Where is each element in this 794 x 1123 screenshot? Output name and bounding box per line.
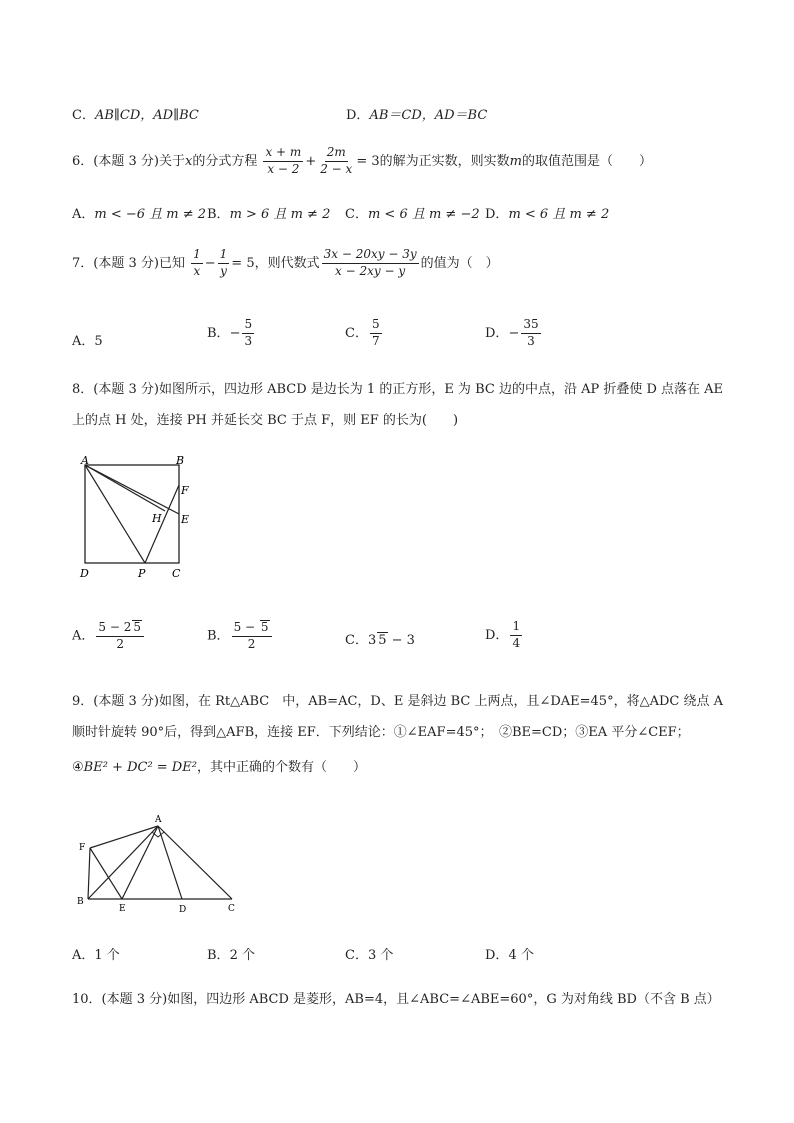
q6-option-c: C．m < 6 且 m ≠ −2 [345,207,480,222]
q7-fraction-1x: $\frac{1}{x}$ [193,247,201,278]
q8-label-a: A [81,455,89,467]
question-8-line-2: 上的点 H 处，连接 PH 并延长交 BC 于点 F，则 EF 的长为( ) [72,413,459,428]
q7-fraction-1y: $\frac{1}{y}$ [219,247,228,278]
q9-label-c: C [228,904,235,914]
q6-option-b: B．m > 6 且 m ≠ 2 [207,207,331,222]
q8-option-a: A． $\frac{5 - 2 5}{2}$ [72,620,146,652]
q9-label-e: E [119,904,126,914]
q6-option-d: D．m < 6 且 m ≠ 2 [485,207,610,222]
question-7-stem: 7．(本题 3 分)已知 $\frac{1}{x}$ − $\frac{1}{y}$ = 5，则代数式 $\frac{3x - 20xy - 3y}{x - 2xy - y}$ 的值为（ ） [72,247,499,278]
q7-option-c: C． $\frac{5}{7}$ [345,317,380,348]
question-9-line-3: ④BE² + DC² = DE²，其中正确的个数有（ ） [72,760,366,775]
q9-label-d: D [179,905,187,915]
q8-label-h: H [152,512,162,525]
q7-expression: $\frac{3x - 20xy - 3y}{x - 2xy - y}$ [323,247,417,278]
question-8-line-1: 8．(本题 3 分)如图所示，四边形 ABCD 是边长为 1 的正方形，E 为 BC 边的中点，沿 AP 折叠使 D 点落在 AE [72,382,724,397]
q5-option-c: C．AB∥CD，AD∥BC [72,108,199,123]
q8-label-c: C [172,567,181,580]
q8-label-p: P [138,567,146,580]
q9-option-c: C．3 个 [345,948,394,963]
q9-option-a: A．1 个 [72,948,120,963]
q8-label-b: B [176,455,185,467]
q8-option-c: C．3 5 − 3 [345,633,415,648]
q7-option-d: D．− $\frac{35}{3}$ [485,317,539,348]
q9-label-f: F [79,843,86,853]
q7-option-a: A．5 [72,334,103,349]
question-10-line-1: 10．(本题 3 分)如图，四边形 ABCD 是菱形，AB=4，且∠ABC=∠ABE=60°，G 为对角线 BD（不含 B 点） [72,992,720,1007]
q5-option-d: D．AB＝CD，AD＝BC [346,108,488,123]
q7-option-b: B．− $\frac{5}{3}$ [207,317,253,348]
q6-fraction-1: $\frac{x + m}{x - 2}$ [265,145,302,176]
question-9-line-2: 顺时针旋转 90°后，得到△AFB，连接 EF．下列结论：①∠EAF=45°； ②BE=CD；③EA 平分∠CEF； [72,725,690,740]
question-6-stem: 6．(本题 3 分)关于x的分式方程 $\frac{x + m}{x - 2}$ + $\frac{2m}{2 - x}$ = 3的解为正实数，则实数m的取值范围是（ ） [72,145,652,176]
q8-label-d: D [80,567,89,580]
q6-option-a: A．m < −6 且 m ≠ 2 [72,207,207,222]
q8-option-b: B． $\frac{5 - 5}{2}$ [207,620,274,652]
q8-label-e: E [181,513,190,526]
q8-square-figure [68,455,198,583]
q9-option-b: B．2 个 [207,948,255,963]
q6-fraction-2: $\frac{2m}{2 - x}$ [320,145,353,176]
q9-triangle-figure [72,810,247,916]
q9-label-b: B [77,897,84,907]
question-9-line-1: 9．(本题 3 分)如图，在 Rt△ABC 中，AB=AC，D、E 是斜边 BC 上两点，且∠DAE=45°，将△ADC 绕点 A [72,694,723,709]
q8-label-f: F [181,484,189,497]
q8-option-d: D． $\frac{1}{4}$ [485,619,521,650]
q9-option-d: D．4 个 [485,948,534,963]
q9-label-a: A [155,815,162,825]
